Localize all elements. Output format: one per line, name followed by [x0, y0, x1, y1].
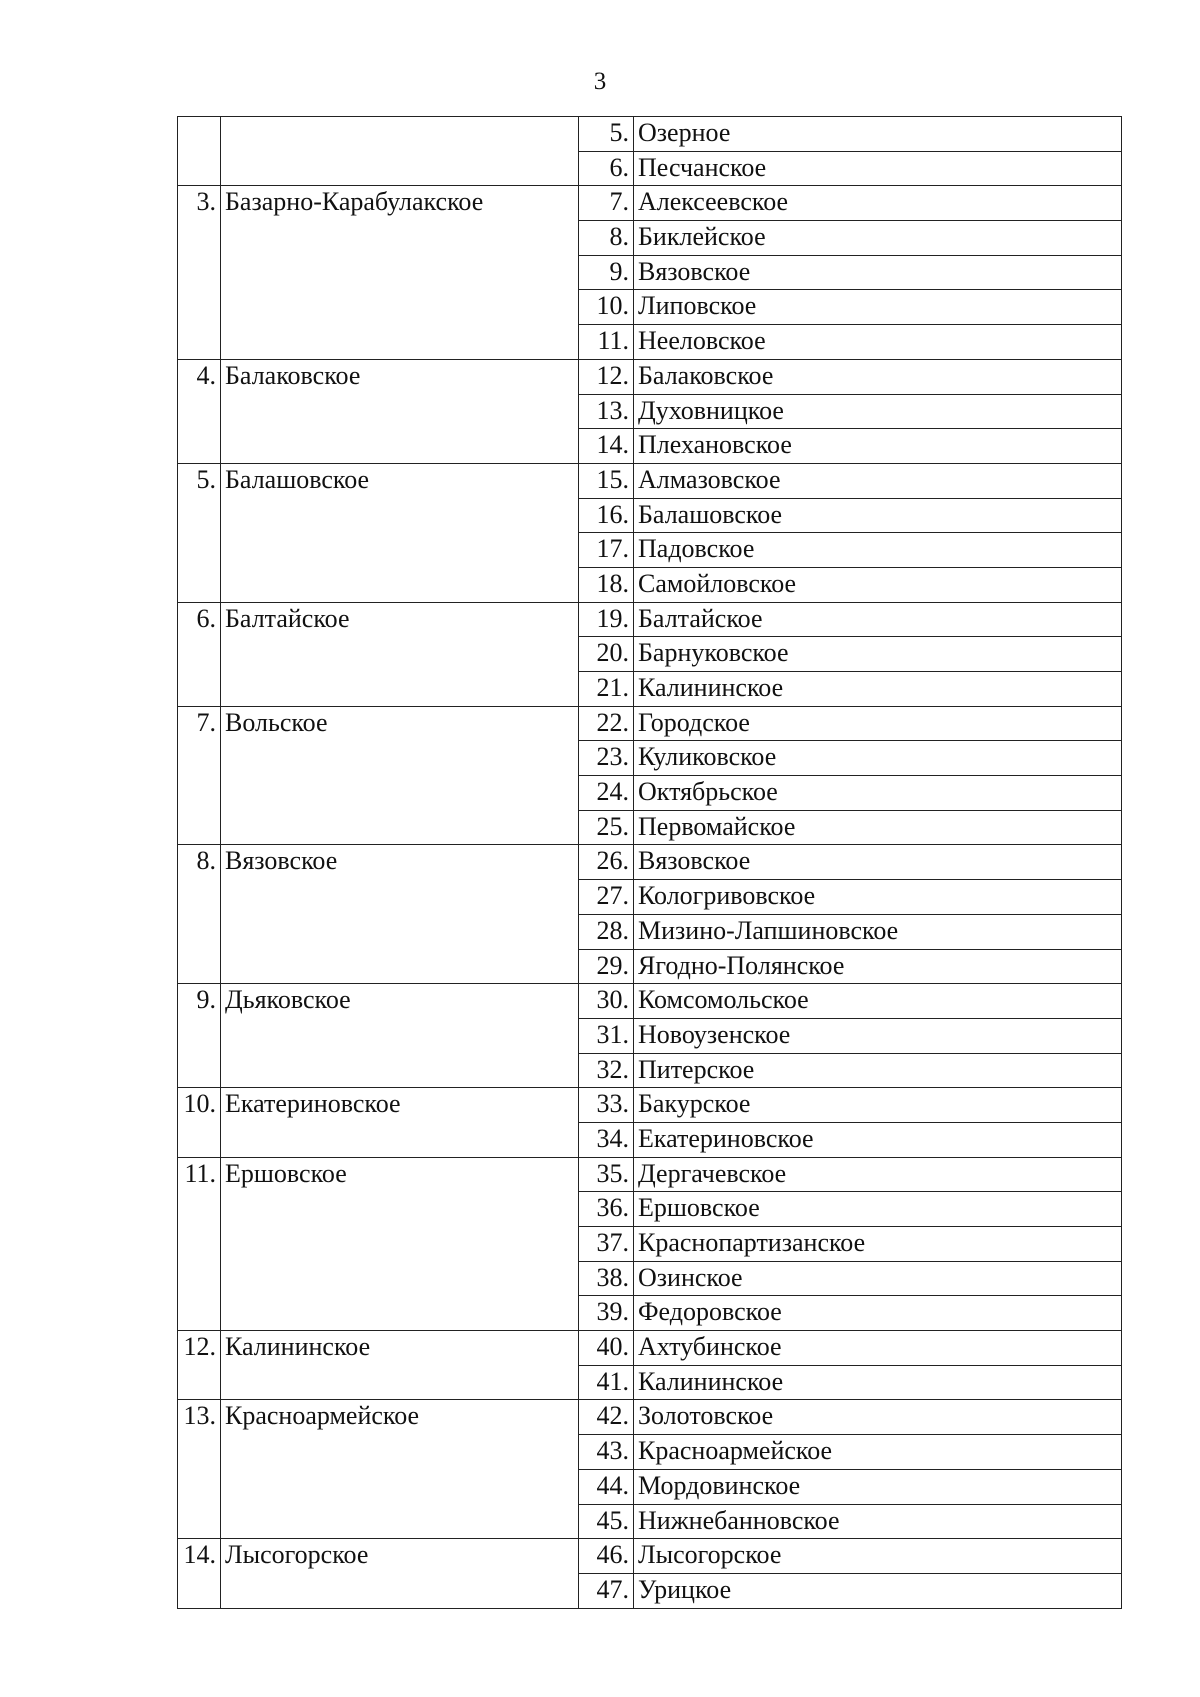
settlement-number: 47.	[579, 1573, 634, 1608]
settlement-name: Городское	[634, 706, 1122, 741]
table-row	[178, 1157, 1122, 1192]
settlement-number: 44.	[579, 1469, 634, 1504]
settlement-number: 40.	[579, 1331, 634, 1366]
settlement-number: 23.	[579, 741, 634, 776]
settlement-number: 42.	[579, 1400, 634, 1435]
settlement-name: Калининское	[634, 1365, 1122, 1400]
settlement-name: Калининское	[634, 672, 1122, 707]
district-name: Вязовское	[221, 845, 579, 984]
settlement-number: 37.	[579, 1227, 634, 1262]
settlement-name: Питерское	[634, 1053, 1122, 1088]
settlement-name: Плехановское	[634, 429, 1122, 464]
district-name: Лысогорское	[221, 1539, 579, 1608]
district-name: Балаковское	[221, 359, 579, 463]
district-name	[221, 117, 579, 186]
district-number: 6.	[178, 602, 221, 706]
district-number: 9.	[178, 984, 221, 1088]
district-name: Калининское	[221, 1331, 579, 1400]
settlement-name: Кологривовское	[634, 880, 1122, 915]
district-name: Екатериновское	[221, 1088, 579, 1157]
settlement-name: Барнуковское	[634, 637, 1122, 672]
settlement-name: Балашовское	[634, 498, 1122, 533]
settlement-number: 22.	[579, 706, 634, 741]
settlement-number: 36.	[579, 1192, 634, 1227]
settlement-name: Ершовское	[634, 1192, 1122, 1227]
settlement-number: 11.	[579, 325, 634, 360]
settlement-number: 6.	[579, 151, 634, 186]
table-row	[178, 845, 1122, 880]
district-number: 8.	[178, 845, 221, 984]
settlement-number: 17.	[579, 533, 634, 568]
district-name: Базарно-Карабулакское	[221, 186, 579, 359]
settlement-name: Новоузенское	[634, 1018, 1122, 1053]
settlement-number: 24.	[579, 776, 634, 811]
district-number: 14.	[178, 1539, 221, 1608]
settlement-number: 39.	[579, 1296, 634, 1331]
district-number: 13.	[178, 1400, 221, 1539]
settlement-number: 19.	[579, 602, 634, 637]
page-number: 3	[593, 68, 607, 95]
district-number: 4.	[178, 359, 221, 463]
settlement-number: 5.	[579, 117, 634, 152]
settlement-name: Липовское	[634, 290, 1122, 325]
settlement-number: 10.	[579, 290, 634, 325]
settlement-name: Золотовское	[634, 1400, 1122, 1435]
settlement-name: Мордовинское	[634, 1469, 1122, 1504]
district-name: Вольское	[221, 706, 579, 845]
settlement-name: Мизино-Лапшиновское	[634, 914, 1122, 949]
settlement-name: Ягодно-Полянское	[634, 949, 1122, 984]
settlement-number: 7.	[579, 186, 634, 221]
settlement-name: Екатериновское	[634, 1122, 1122, 1157]
settlement-name: Комсомольское	[634, 984, 1122, 1019]
settlement-name: Федоровское	[634, 1296, 1122, 1331]
table-row	[178, 706, 1122, 741]
settlement-number: 30.	[579, 984, 634, 1019]
settlement-number: 20.	[579, 637, 634, 672]
district-number: 11.	[178, 1157, 221, 1330]
settlement-number: 43.	[579, 1435, 634, 1470]
district-number: 3.	[178, 186, 221, 359]
settlement-number: 33.	[579, 1088, 634, 1123]
table-row	[178, 984, 1122, 1019]
settlement-name: Балаковское	[634, 359, 1122, 394]
settlements-table	[177, 116, 1122, 1609]
settlement-number: 41.	[579, 1365, 634, 1400]
district-name: Ершовское	[221, 1157, 579, 1330]
settlement-number: 27.	[579, 880, 634, 915]
settlement-name: Дергачевское	[634, 1157, 1122, 1192]
settlement-name: Бакурское	[634, 1088, 1122, 1123]
settlement-name: Алексеевское	[634, 186, 1122, 221]
settlement-name: Урицкое	[634, 1573, 1122, 1608]
settlement-name: Нееловское	[634, 325, 1122, 360]
table-row	[178, 117, 1122, 152]
settlement-name: Вязовское	[634, 845, 1122, 880]
district-number: 5.	[178, 463, 221, 602]
settlement-number: 9.	[579, 255, 634, 290]
table-row	[178, 186, 1122, 221]
settlement-number: 29.	[579, 949, 634, 984]
table-row	[178, 1400, 1122, 1435]
table-row	[178, 1088, 1122, 1123]
settlement-number: 26.	[579, 845, 634, 880]
settlement-name: Озинское	[634, 1261, 1122, 1296]
district-name: Дьяковское	[221, 984, 579, 1088]
settlement-name: Духовницкое	[634, 394, 1122, 429]
table-row	[178, 602, 1122, 637]
district-name: Балашовское	[221, 463, 579, 602]
settlement-number: 21.	[579, 672, 634, 707]
table-row	[178, 1331, 1122, 1366]
settlement-name: Краснопартизанское	[634, 1227, 1122, 1262]
settlement-name: Падовское	[634, 533, 1122, 568]
settlement-number: 31.	[579, 1018, 634, 1053]
settlement-number: 12.	[579, 359, 634, 394]
table-row	[178, 463, 1122, 498]
settlement-name: Лысогорское	[634, 1539, 1122, 1574]
settlement-number: 8.	[579, 221, 634, 256]
settlement-name: Песчанское	[634, 151, 1122, 186]
district-name: Красноармейское	[221, 1400, 579, 1539]
settlement-name: Балтайское	[634, 602, 1122, 637]
settlement-name: Алмазовское	[634, 463, 1122, 498]
settlement-number: 14.	[579, 429, 634, 464]
settlement-number: 16.	[579, 498, 634, 533]
settlement-number: 34.	[579, 1122, 634, 1157]
settlement-name: Куликовское	[634, 741, 1122, 776]
settlement-name: Самойловское	[634, 567, 1122, 602]
settlement-name: Первомайское	[634, 810, 1122, 845]
settlement-number: 13.	[579, 394, 634, 429]
settlement-name: Октябрьское	[634, 776, 1122, 811]
table-row	[178, 359, 1122, 394]
settlement-number: 38.	[579, 1261, 634, 1296]
settlement-name: Нижнебанновское	[634, 1504, 1122, 1539]
district-number: 10.	[178, 1088, 221, 1157]
district-name: Балтайское	[221, 602, 579, 706]
settlement-name: Ахтубинское	[634, 1331, 1122, 1366]
settlement-number: 15.	[579, 463, 634, 498]
settlement-name: Вязовское	[634, 255, 1122, 290]
settlement-number: 25.	[579, 810, 634, 845]
settlement-name: Красноармейское	[634, 1435, 1122, 1470]
settlement-number: 32.	[579, 1053, 634, 1088]
settlement-number: 28.	[579, 914, 634, 949]
table-row	[178, 1539, 1122, 1574]
district-number: 12.	[178, 1331, 221, 1400]
district-number	[178, 117, 221, 186]
settlement-name: Озерное	[634, 117, 1122, 152]
settlement-number: 35.	[579, 1157, 634, 1192]
settlement-number: 45.	[579, 1504, 634, 1539]
settlement-name: Биклейское	[634, 221, 1122, 256]
table-body	[178, 117, 1122, 1609]
district-number: 7.	[178, 706, 221, 845]
settlement-number: 18.	[579, 567, 634, 602]
settlement-number: 46.	[579, 1539, 634, 1574]
